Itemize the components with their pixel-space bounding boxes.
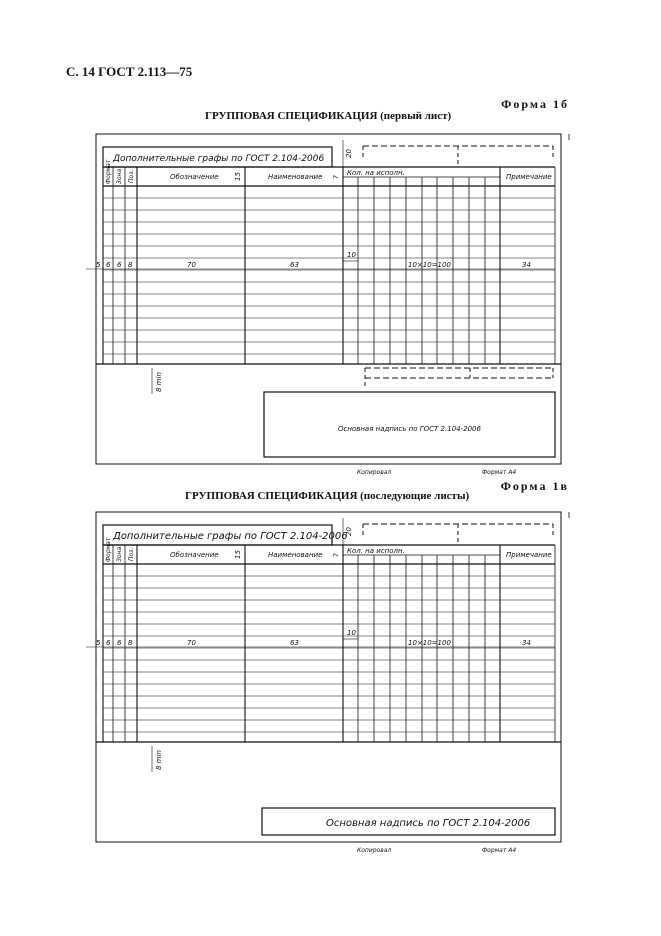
- footer-copied-label: Копировал: [357, 847, 392, 854]
- dim-34-label: 34: [522, 261, 531, 269]
- dim-6a-label: 6: [106, 261, 111, 269]
- dim-15-label: 15: [234, 172, 242, 181]
- title-block-label: Основная надпись по ГОСТ 2.104-2006: [338, 425, 481, 433]
- dim-8min-label: 8 min: [155, 372, 163, 392]
- dim-10-label: 10: [347, 629, 356, 637]
- dim-10-label: 10: [347, 251, 356, 259]
- dim-6a-label: 6: [106, 639, 111, 647]
- dim-34-label: 34: [522, 639, 531, 647]
- col-format-label: Формат: [105, 159, 112, 184]
- col-notes-label: Примечание: [506, 551, 552, 559]
- dim-5-label: 5: [96, 639, 101, 647]
- dim-6b-label: 6: [117, 639, 122, 647]
- dim-63-label: 63: [290, 261, 299, 269]
- title-block-label: Основная надпись по ГОСТ 2.104-2006: [326, 818, 531, 829]
- dim-15-label: 15: [234, 550, 242, 559]
- dim-100-label: 10×10=100: [408, 639, 451, 647]
- dim-70-label: 70: [187, 261, 196, 269]
- specification-form-2: [86, 512, 569, 854]
- col-zone-label: Зона: [116, 168, 123, 184]
- dim-70-label: 70: [187, 639, 196, 647]
- col-qty-label: Кол. на исполн.: [347, 169, 405, 177]
- col-designation-label: Обозначение: [170, 173, 219, 181]
- form-label-1: Форма 1б: [501, 97, 569, 111]
- outer-frame: [96, 134, 561, 464]
- dim-8-label: 8: [128, 261, 133, 269]
- form-label-2: Форма 1в: [500, 479, 569, 493]
- dim-7-label: 7: [333, 175, 340, 179]
- footer-copied-label: Копировал: [357, 469, 392, 476]
- dim-8-label: 8: [128, 639, 133, 647]
- outer-frame: [96, 512, 561, 842]
- col-qty-label: Кол. на исполн.: [347, 547, 405, 555]
- col-pos-label: Поз.: [128, 547, 135, 561]
- dim-100-label: 10×10=100: [408, 261, 451, 269]
- form-title-2: ГРУППОВАЯ СПЕЦИФИКАЦИЯ (последующие листы): [185, 490, 470, 502]
- dim-63-label: 63: [290, 639, 299, 647]
- dim-8min-label: 8 min: [155, 750, 163, 770]
- col-name-label: Наименование: [268, 173, 323, 181]
- specification-form-1: [86, 134, 569, 476]
- form-title-1: ГРУППОВАЯ СПЕЦИФИКАЦИЯ (первый лист): [205, 110, 452, 122]
- dim-20-label: 20: [345, 527, 353, 536]
- footer-format-label: Формат А4: [482, 469, 517, 476]
- col-designation-label: Обозначение: [170, 551, 219, 559]
- footer-format-label: Формат А4: [482, 847, 517, 854]
- col-pos-label: Поз.: [128, 169, 135, 183]
- col-notes-label: Примечание: [506, 173, 552, 181]
- col-format-label: Формат: [105, 537, 112, 562]
- dim-20-label: 20: [345, 149, 353, 158]
- col-name-label: Наименование: [268, 551, 323, 559]
- extra-columns-label: Дополнительные графы по ГОСТ 2.104-2006: [113, 531, 348, 542]
- dim-5-label: 5: [96, 261, 101, 269]
- page-reference: С. 14 ГОСТ 2.113—75: [66, 64, 193, 79]
- col-zone-label: Зона: [116, 546, 123, 562]
- dim-6b-label: 6: [117, 261, 122, 269]
- extra-columns-label: Дополнительные графы по ГОСТ 2.104-2006: [113, 154, 325, 164]
- dim-7-label: 7: [333, 553, 340, 557]
